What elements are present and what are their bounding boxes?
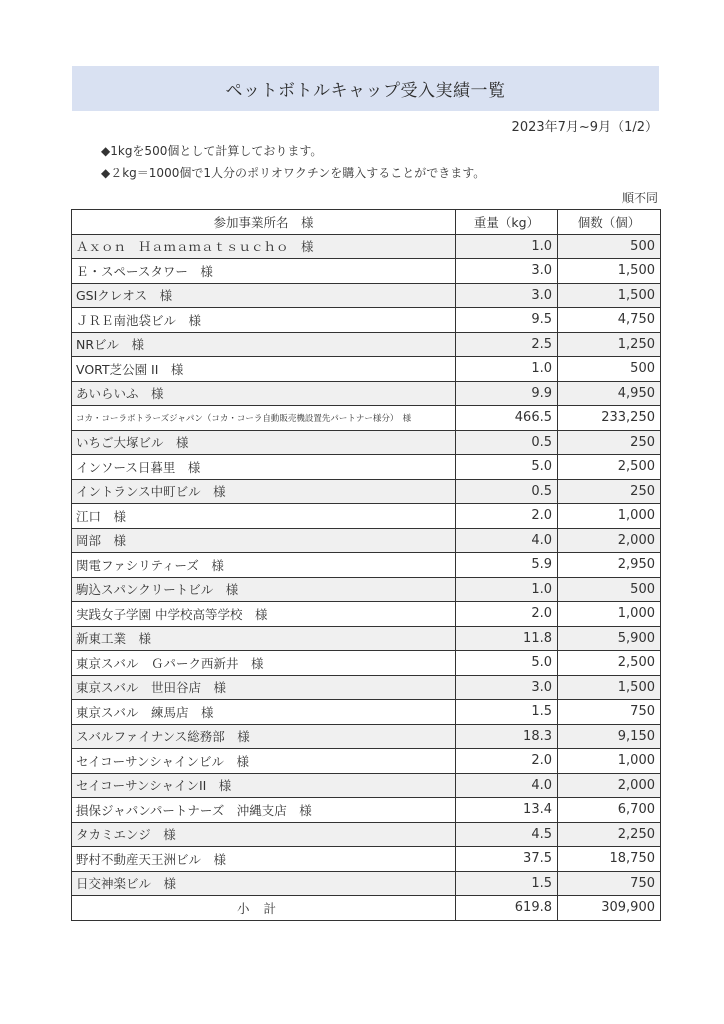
- row-weight: 0.5: [456, 479, 558, 504]
- row-weight: 37.5: [456, 847, 558, 872]
- table-row: [72, 455, 661, 480]
- row-weight: 3.0: [456, 259, 558, 284]
- row-count: 2,000: [558, 773, 661, 798]
- table-row: [72, 504, 661, 529]
- row-weight: 2.5: [456, 332, 558, 357]
- row-weight: 4.5: [456, 822, 558, 847]
- row-count: 2,500: [558, 455, 661, 480]
- row-count: 1,500: [558, 675, 661, 700]
- row-count: 500: [558, 357, 661, 382]
- row-count: 5,900: [558, 626, 661, 651]
- table-row: [72, 773, 661, 798]
- table-row: [72, 724, 661, 749]
- row-name: Ｅ・スペースタワー 様: [72, 259, 456, 284]
- row-weight: 5.0: [456, 455, 558, 480]
- row-weight: 5.9: [456, 553, 558, 578]
- row-weight: 4.0: [456, 528, 558, 553]
- row-count: 1,500: [558, 283, 661, 308]
- table-row: [72, 798, 661, 823]
- table-row: [72, 381, 661, 406]
- subtotal-label: 小計: [72, 896, 456, 921]
- table-row: [72, 308, 661, 333]
- table-header-row: [72, 210, 661, 235]
- row-count: 9,150: [558, 724, 661, 749]
- row-count: 2,000: [558, 528, 661, 553]
- note-conversion: ◆1kgを500個として計算しております。: [101, 144, 323, 158]
- subtotal-row: [72, 896, 661, 921]
- table-row: [72, 357, 661, 382]
- row-name: 東京スバル 練馬店 様: [72, 700, 456, 725]
- row-count: 500: [558, 577, 661, 602]
- table-row: [72, 553, 661, 578]
- row-name: スバルファイナンス総務部 様: [72, 724, 456, 749]
- row-name: 江口 様: [72, 504, 456, 529]
- row-name: Ａｘｏｎ Ｈａｍａｍａｔｓｕｃｈｏ 様: [72, 234, 456, 259]
- row-weight: 13.4: [456, 798, 558, 823]
- table-row: [72, 626, 661, 651]
- row-name: セイコーサンシャインビル 様: [72, 749, 456, 774]
- row-name: 東京スバル 世田谷店 様: [72, 675, 456, 700]
- row-name: VORT芝公園 II 様: [72, 357, 456, 382]
- row-name: 日交神楽ビル 様: [72, 871, 456, 896]
- row-name: 新東工業 様: [72, 626, 456, 651]
- row-count: 2,250: [558, 822, 661, 847]
- column-header-weight: 重量（kg）: [456, 210, 558, 235]
- row-count: 1,000: [558, 602, 661, 627]
- row-count: 18,750: [558, 847, 661, 872]
- row-name: 岡部 様: [72, 528, 456, 553]
- row-name: セイコーサンシャインII 様: [72, 773, 456, 798]
- table-row: [72, 234, 661, 259]
- table-row: [72, 577, 661, 602]
- row-weight: 2.0: [456, 749, 558, 774]
- row-count: 1,000: [558, 749, 661, 774]
- row-count: 500: [558, 234, 661, 259]
- row-count: 6,700: [558, 798, 661, 823]
- table-row: [72, 479, 661, 504]
- row-count: 1,000: [558, 504, 661, 529]
- row-weight: 2.0: [456, 602, 558, 627]
- row-count: 250: [558, 430, 661, 455]
- table-row: [72, 700, 661, 725]
- row-count: 750: [558, 700, 661, 725]
- row-name: NRビル 様: [72, 332, 456, 357]
- row-weight: 2.0: [456, 504, 558, 529]
- table-row: [72, 749, 661, 774]
- row-name: ＪＲＥ南池袋ビル 様: [72, 308, 456, 333]
- row-name: 東京スバル Ｇパーク西新井 様: [72, 651, 456, 676]
- row-name: インソース日暮里 様: [72, 455, 456, 480]
- row-name: いちご大塚ビル 様: [72, 430, 456, 455]
- subtotal-count: 309,900: [558, 896, 661, 921]
- row-weight: 1.5: [456, 700, 558, 725]
- row-count: 233,250: [558, 406, 661, 431]
- row-weight: 3.0: [456, 675, 558, 700]
- table-row: [72, 528, 661, 553]
- row-count: 4,750: [558, 308, 661, 333]
- row-weight: 9.9: [456, 381, 558, 406]
- table-row: [72, 675, 661, 700]
- table-row: [72, 602, 661, 627]
- table-row: [72, 430, 661, 455]
- row-weight: 18.3: [456, 724, 558, 749]
- table-row: [72, 332, 661, 357]
- row-name: GSIクレオス 様: [72, 283, 456, 308]
- row-name: イントランス中町ビル 様: [72, 479, 456, 504]
- row-count: 4,950: [558, 381, 661, 406]
- row-count: 2,500: [558, 651, 661, 676]
- row-count: 750: [558, 871, 661, 896]
- row-count: 250: [558, 479, 661, 504]
- page-title: ペットボトルキャップ受入実績一覧: [72, 66, 659, 111]
- order-note: 順不同: [621, 191, 658, 205]
- row-weight: 5.0: [456, 651, 558, 676]
- table-row: [72, 651, 661, 676]
- row-name: コカ・コーラボトラーズジャパン（コカ・コーラ自動販売機設置先パートナー様分） 様: [72, 406, 456, 431]
- subtotal-weight: 619.8: [456, 896, 558, 921]
- column-header-count: 個数（個）: [558, 210, 661, 235]
- row-count: 1,250: [558, 332, 661, 357]
- row-count: 1,500: [558, 259, 661, 284]
- row-weight: 1.0: [456, 357, 558, 382]
- row-weight: 1.5: [456, 871, 558, 896]
- table-row: [72, 259, 661, 284]
- table-row: [72, 822, 661, 847]
- row-weight: 4.0: [456, 773, 558, 798]
- table-row: [72, 847, 661, 872]
- row-weight: 1.0: [456, 577, 558, 602]
- row-name: 損保ジャパンパートナーズ 沖縄支店 様: [72, 798, 456, 823]
- row-name: 関電ファシリティーズ 様: [72, 553, 456, 578]
- row-weight: 9.5: [456, 308, 558, 333]
- table-row: [72, 283, 661, 308]
- table-row: [72, 406, 661, 431]
- row-name: 駒込スパンクリートビル 様: [72, 577, 456, 602]
- column-header-name: 参加事業所名 様: [72, 210, 456, 235]
- row-weight: 0.5: [456, 430, 558, 455]
- row-name: 実践女子学園 中学校高等学校 様: [72, 602, 456, 627]
- note-vaccine: ◆２kg＝1000個で1人分のポリオワクチンを購入することができます。: [101, 166, 486, 180]
- row-weight: 1.0: [456, 234, 558, 259]
- table-row: [72, 871, 661, 896]
- row-name: あいらいふ 様: [72, 381, 456, 406]
- row-weight: 466.5: [456, 406, 558, 431]
- row-name: 野村不動産天王洲ビル 様: [72, 847, 456, 872]
- results-table: [71, 209, 661, 921]
- period-label: 2023年7月~9月（1/2）: [511, 120, 658, 135]
- row-name: タカミエンジ 様: [72, 822, 456, 847]
- row-count: 2,950: [558, 553, 661, 578]
- row-weight: 3.0: [456, 283, 558, 308]
- row-weight: 11.8: [456, 626, 558, 651]
